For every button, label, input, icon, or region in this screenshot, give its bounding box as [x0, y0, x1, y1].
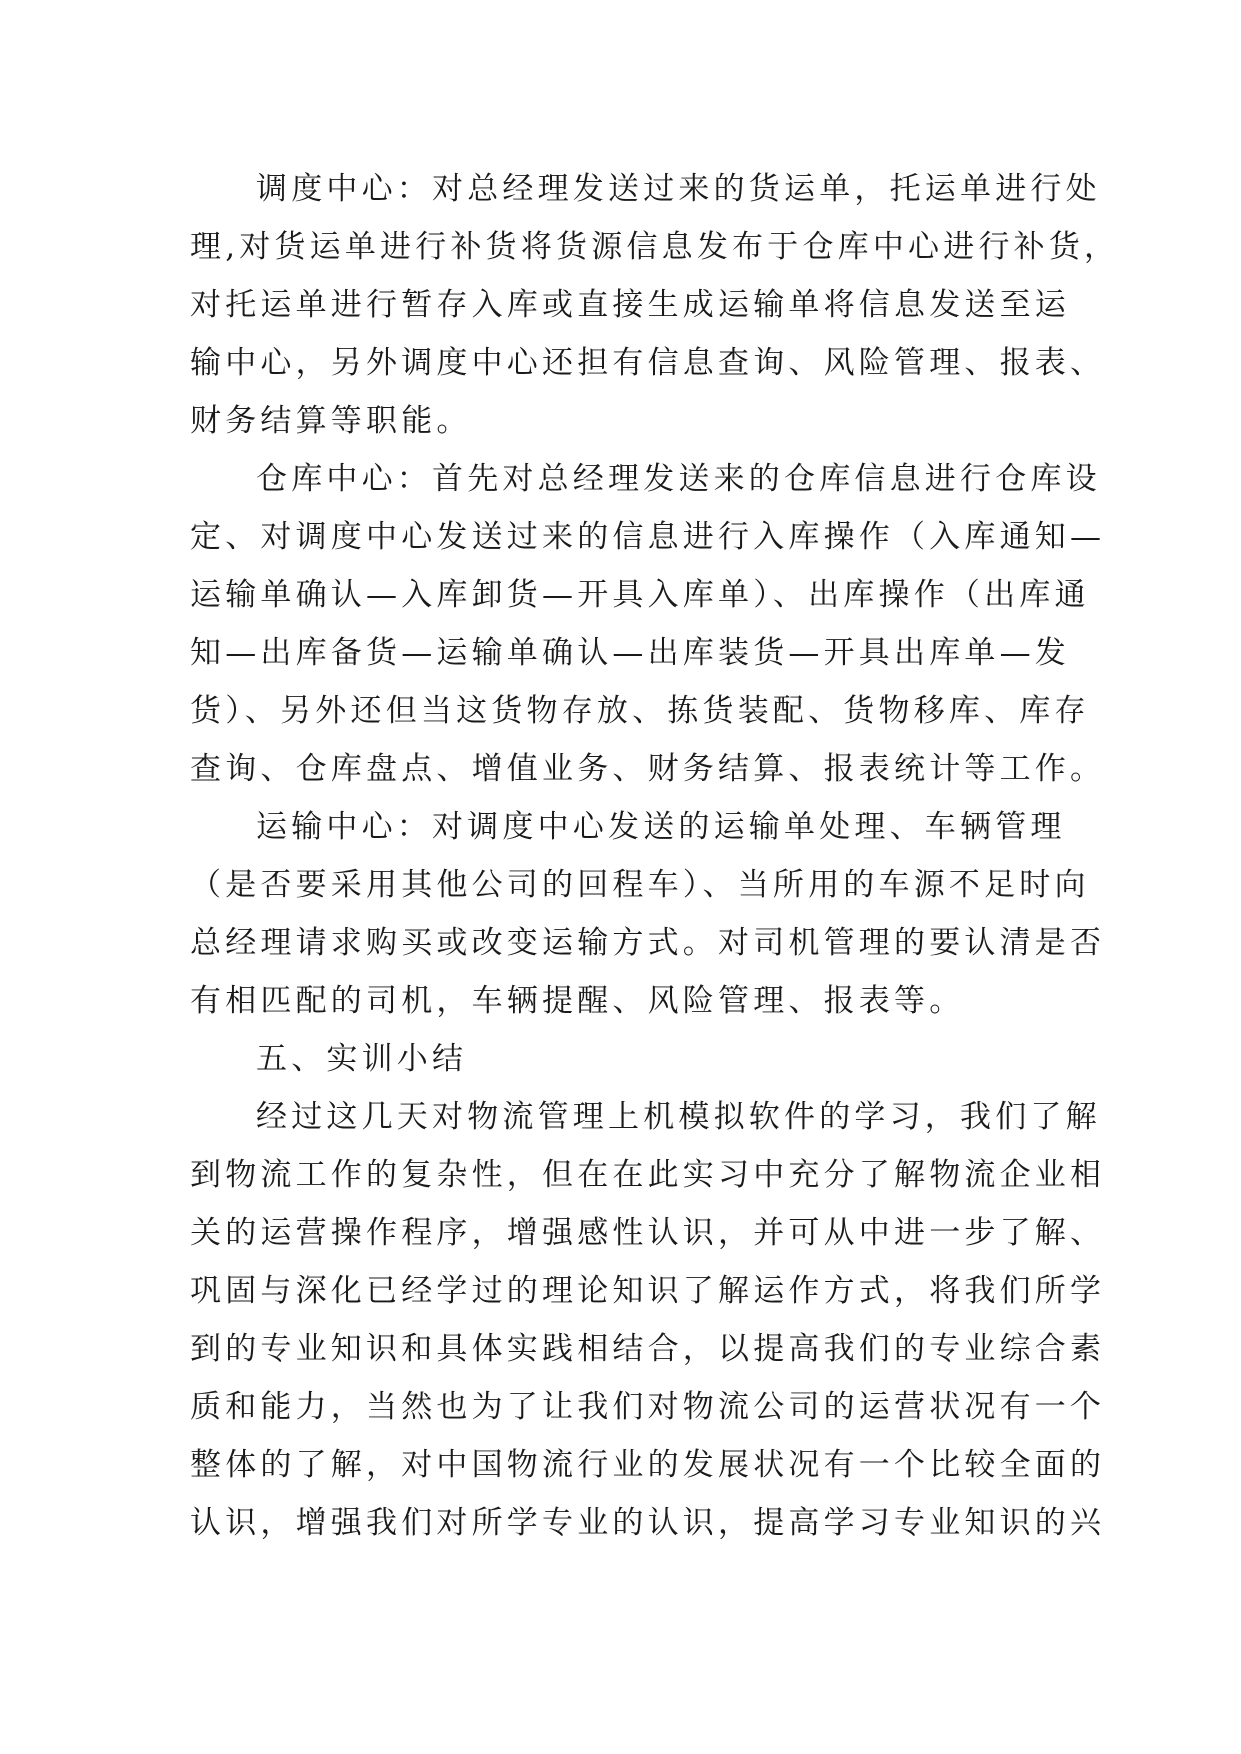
text-line: 运输中心：对调度中心发送的运输单处理、车辆管理 [256, 809, 1066, 845]
section-heading [190, 1030, 1070, 1088]
text-line: 质和能力，当然也为了让我们对物流公司的运营状况有一个 [190, 1389, 1106, 1425]
text-line: 巩固与深化已经学过的理论知识了解运作方式，将我们所学 [190, 1273, 1106, 1309]
heading-line: 五、实训小结 [256, 1041, 468, 1077]
document-body [190, 160, 1120, 1552]
text-line: 查询、仓库盘点、增值业务、财务结算、报表统计等工作。 [190, 751, 1106, 787]
text-line: 有相匹配的司机，车辆提醒、风险管理、报表等。 [190, 983, 965, 1019]
text-line: 到物流工作的复杂性，但在在此实习中充分了解物流企业相 [190, 1157, 1106, 1193]
text-line: 经过这几天对物流管理上机模拟软件的学习，我们了解 [256, 1099, 1101, 1135]
text-line: 到的专业知识和具体实践相结合，以提高我们的专业综合素 [190, 1331, 1106, 1367]
text-line: 对托运单进行暂存入库或直接生成运输单将信息发送至运 [190, 287, 1070, 323]
paragraph-dispatch-center [190, 160, 1120, 450]
text-line: 整体的了解，对中国物流行业的发展状况有一个比较全面的 [190, 1447, 1106, 1483]
text-line: 运输单确认—入库卸货—开具入库单）、出库操作（出库通 [190, 577, 1090, 613]
paragraph-transport-center [190, 798, 1106, 1030]
text-line: 知—出库备货—运输单确认—出库装货—开具出库单—发 [190, 635, 1070, 671]
text-line: 调度中心：对总经理发送过来的货运单，托运单进行处 [256, 171, 1101, 207]
text-line: 认识，增强我们对所学专业的认识，提高学习专业知识的兴 [190, 1505, 1106, 1541]
text-line: 总经理请求购买或改变运输方式。对司机管理的要认清是否 [190, 925, 1106, 961]
text-line: 关的运营操作程序，增强感性认识，并可从中进一步了解、 [190, 1215, 1106, 1251]
text-line: 理,对货运单进行补货将货源信息发布于仓库中心进行补货， [190, 229, 1120, 265]
text-line: 货）、另外还但当这货物存放、拣货装配、货物移库、库存 [190, 693, 1090, 729]
paragraph-summary [190, 1088, 1106, 1552]
text-line: （是否要采用其他公司的回程车）、当所用的车源不足时向 [190, 867, 1090, 903]
text-line: 输中心，另外调度中心还担有信息查询、风险管理、报表、 [190, 345, 1106, 381]
text-line: 仓库中心：首先对总经理发送来的仓库信息进行仓库设 [256, 461, 1101, 497]
text-line: 定、对调度中心发送过来的信息进行入库操作（入库通知— [190, 519, 1106, 555]
text-line: 财务结算等职能。 [190, 403, 472, 439]
paragraph-warehouse-center [190, 450, 1106, 798]
